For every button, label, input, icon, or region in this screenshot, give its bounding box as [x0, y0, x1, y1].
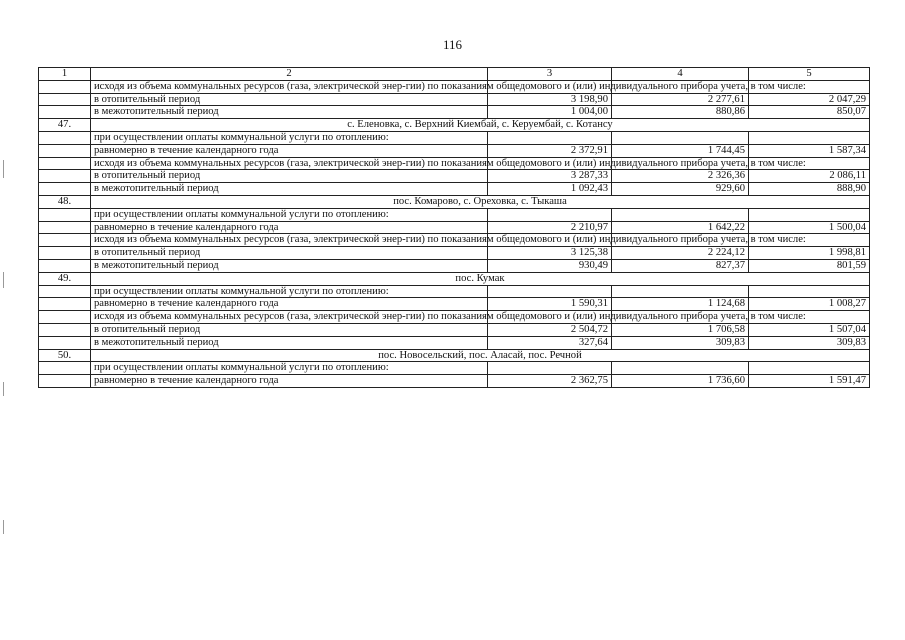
tariff-row — [39, 80, 870, 93]
settlement-row — [39, 349, 870, 362]
tariff-row — [39, 106, 870, 119]
row-label: в межотопительный период — [91, 259, 488, 272]
row-label: равномерно в течение календарного года — [91, 298, 488, 311]
row-label: в межотопительный период — [91, 106, 488, 119]
item-number-empty — [39, 285, 91, 298]
row-label: равномерно в течение календарного года — [91, 144, 488, 157]
tariff-value-c4: 1 736,60 — [612, 375, 749, 388]
tariff-row — [39, 131, 870, 144]
tariff-value-c5: 1 998,81 — [749, 247, 870, 260]
tariff-row — [39, 311, 870, 324]
row-label: равномерно в течение календарного года — [91, 221, 488, 234]
tariff-row — [39, 259, 870, 272]
item-number-empty — [39, 375, 91, 388]
tariff-row — [39, 170, 870, 183]
tariff-row — [39, 183, 870, 196]
item-number-empty — [39, 208, 91, 221]
tariff-value-c4: 827,37 — [612, 259, 749, 272]
tariff-value-c4: 1 124,68 — [612, 298, 749, 311]
item-number-empty — [39, 183, 91, 196]
settlement-name: пос. Комарово, с. Ореховка, с. Тыкаша — [91, 195, 870, 208]
tariff-value-c5: 850,07 — [749, 106, 870, 119]
tariff-row — [39, 323, 870, 336]
tariff-value-c3: 1 590,31 — [488, 298, 612, 311]
tariff-row — [39, 208, 870, 221]
tariff-value-c5: 801,59 — [749, 259, 870, 272]
tariff-value-c3: 3 125,38 — [488, 247, 612, 260]
item-number: 48. — [39, 195, 91, 208]
row-label: в отопительный период — [91, 247, 488, 260]
tariff-value-c4: 1 744,45 — [612, 144, 749, 157]
tariff-value-c3: 327,64 — [488, 336, 612, 349]
tariff-value-c4 — [612, 131, 749, 144]
tariff-value-c4: 2 326,36 — [612, 170, 749, 183]
column-number-row — [39, 68, 870, 81]
tariff-value-c5 — [749, 208, 870, 221]
row-label: при осуществлении оплаты коммунальной услуги по отоплению: — [91, 131, 488, 144]
item-number-empty — [39, 80, 91, 93]
tariff-value-c3: 930,49 — [488, 259, 612, 272]
column-number-cell: 3 — [488, 68, 612, 81]
tariff-value-c5 — [749, 362, 870, 375]
row-label: в отопительный период — [91, 323, 488, 336]
tariff-table — [38, 67, 870, 388]
settlement-row — [39, 119, 870, 132]
tariff-value-c5: 309,83 — [749, 336, 870, 349]
row-label: исходя из объема коммунальных ресурсов (газа, электрической энер-гии) по показаниям общедомового и (или) индивидуального прибора учета, в том числе: — [91, 80, 488, 93]
tariff-row — [39, 93, 870, 106]
tariff-value-c4 — [612, 208, 749, 221]
row-label: исходя из объема коммунальных ресурсов (газа, электрической энер-гии) по показаниям общедомового и (или) индивидуального прибора учета, в том числе: — [91, 234, 488, 247]
column-number-cell: 4 — [612, 68, 749, 81]
tariff-row — [39, 157, 870, 170]
margin-scan-mark — [3, 272, 4, 288]
column-number-cell: 5 — [749, 68, 870, 81]
tariff-value-c3: 3 198,90 — [488, 93, 612, 106]
item-number-empty — [39, 259, 91, 272]
tariff-value-c3: 2 362,75 — [488, 375, 612, 388]
item-number-empty — [39, 298, 91, 311]
tariff-value-c4: 309,83 — [612, 336, 749, 349]
tariff-row — [39, 362, 870, 375]
item-number: 49. — [39, 272, 91, 285]
tariff-row — [39, 298, 870, 311]
row-label: в отопительный период — [91, 93, 488, 106]
tariff-value-c3: 1 092,43 — [488, 183, 612, 196]
item-number-empty — [39, 362, 91, 375]
tariff-value-c4: 2 277,61 — [612, 93, 749, 106]
item-number-empty — [39, 336, 91, 349]
margin-scan-mark — [3, 520, 4, 534]
tariff-row — [39, 336, 870, 349]
row-label: исходя из объема коммунальных ресурсов (газа, электрической энер-гии) по показаниям общедомового и (или) индивидуального прибора учета, в том числе: — [91, 311, 488, 324]
row-label: в межотопительный период — [91, 183, 488, 196]
column-number-cell: 1 — [39, 68, 91, 81]
item-number-empty — [39, 93, 91, 106]
item-number-empty — [39, 170, 91, 183]
tariff-value-c5 — [749, 285, 870, 298]
tariff-value-c3 — [488, 208, 612, 221]
item-number-empty — [39, 323, 91, 336]
tariff-value-c5: 1 591,47 — [749, 375, 870, 388]
tariff-value-c4: 2 224,12 — [612, 247, 749, 260]
item-number-empty — [39, 106, 91, 119]
settlement-name: с. Еленовка, с. Верхний Киембай, с. Керуембай, с. Котансу — [91, 119, 870, 132]
tariff-value-c4 — [612, 362, 749, 375]
tariff-value-c3 — [488, 362, 612, 375]
tariff-value-c5: 2 086,11 — [749, 170, 870, 183]
row-label: при осуществлении оплаты коммунальной услуги по отоплению: — [91, 285, 488, 298]
tariff-value-c3: 2 372,91 — [488, 144, 612, 157]
tariff-value-c4: 1 706,58 — [612, 323, 749, 336]
tariff-value-c5: 888,90 — [749, 183, 870, 196]
margin-scan-mark — [3, 160, 4, 178]
tariff-row — [39, 375, 870, 388]
tariff-value-c3: 2 210,97 — [488, 221, 612, 234]
tariff-row — [39, 285, 870, 298]
tariff-value-c5: 1 008,27 — [749, 298, 870, 311]
item-number-empty — [39, 144, 91, 157]
row-label: при осуществлении оплаты коммунальной услуги по отоплению: — [91, 362, 488, 375]
row-label: в отопительный период — [91, 170, 488, 183]
tariff-row — [39, 144, 870, 157]
row-label: исходя из объема коммунальных ресурсов (газа, электрической энер-гии) по показаниям общедомового и (или) индивидуального прибора учета, в том числе: — [91, 157, 488, 170]
tariff-value-c3 — [488, 131, 612, 144]
tariff-value-c3: 1 004,00 — [488, 106, 612, 119]
row-label: равномерно в течение календарного года — [91, 375, 488, 388]
item-number-empty — [39, 221, 91, 234]
page-number: 116 — [442, 37, 463, 52]
item-number: 50. — [39, 349, 91, 362]
tariff-value-c5: 1 587,34 — [749, 144, 870, 157]
item-number-empty — [39, 247, 91, 260]
tariff-row — [39, 221, 870, 234]
margin-scan-mark — [3, 382, 4, 396]
settlement-row — [39, 195, 870, 208]
tariff-row — [39, 247, 870, 260]
settlement-row — [39, 272, 870, 285]
tariff-value-c4: 1 642,22 — [612, 221, 749, 234]
tariff-row — [39, 234, 870, 247]
item-number-empty — [39, 234, 91, 247]
tariff-value-c3: 2 504,72 — [488, 323, 612, 336]
tariff-value-c5: 1 507,04 — [749, 323, 870, 336]
tariff-value-c5 — [749, 131, 870, 144]
item-number: 47. — [39, 119, 91, 132]
column-number-cell: 2 — [91, 68, 488, 81]
row-label: при осуществлении оплаты коммунальной услуги по отоплению: — [91, 208, 488, 221]
item-number-empty — [39, 157, 91, 170]
settlement-name: пос. Новосельский, пос. Аласай, пос. Речной — [91, 349, 870, 362]
tariff-value-c4: 880,86 — [612, 106, 749, 119]
tariff-value-c5: 1 500,04 — [749, 221, 870, 234]
tariff-value-c3: 3 287,33 — [488, 170, 612, 183]
tariff-value-c4: 929,60 — [612, 183, 749, 196]
tariff-value-c4 — [612, 285, 749, 298]
tariff-value-c5: 2 047,29 — [749, 93, 870, 106]
item-number-empty — [39, 131, 91, 144]
settlement-name: пос. Кумак — [91, 272, 870, 285]
row-label: в межотопительный период — [91, 336, 488, 349]
item-number-empty — [39, 311, 91, 324]
tariff-value-c3 — [488, 285, 612, 298]
